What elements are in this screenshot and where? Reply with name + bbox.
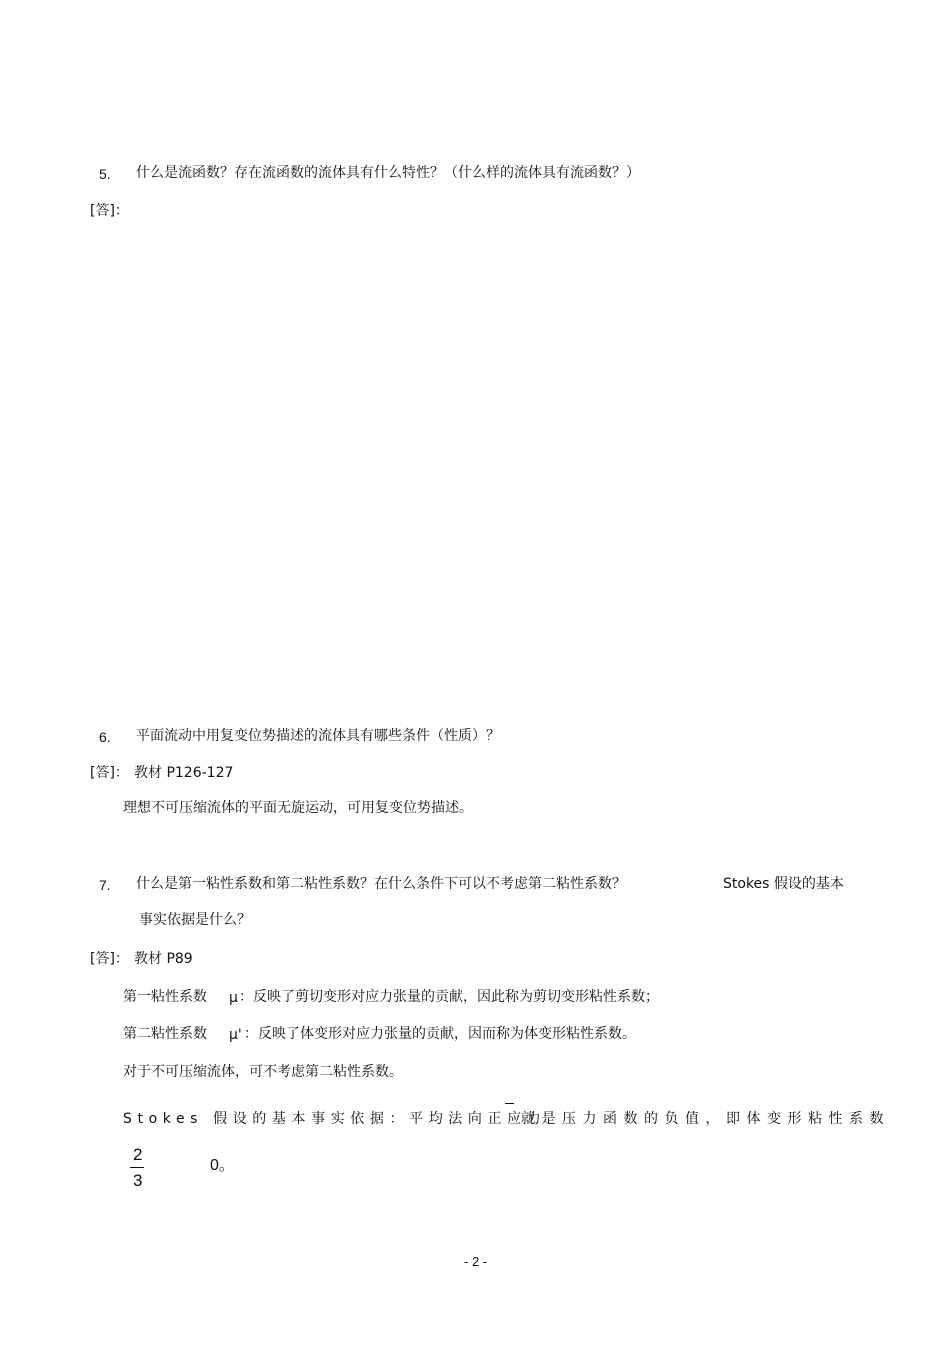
- q7-answer-reference: 教材 P89: [134, 951, 193, 967]
- q5-number: 5.: [99, 166, 111, 182]
- mean-stress-overbar: [505, 1103, 514, 1104]
- q6-answer-reference: 教材 P126-127: [134, 765, 234, 781]
- stokes-basis-text-continued: 就是压力函数的负值，即体变形粘性系数: [521, 1111, 890, 1127]
- q5-question-text: 什么是流函数？存在流函数的流体具有什么特性？（什么样的流体具有流函数？）: [136, 165, 640, 181]
- first-viscosity-symbol: μ: [229, 990, 238, 1006]
- q7-question-stokes: Stokes 假设的基本: [723, 876, 844, 892]
- q5-answer-label: [答]：: [90, 203, 129, 219]
- second-viscosity-symbol: μ': [229, 1027, 242, 1043]
- q6-answer-label: [答]：: [90, 765, 129, 781]
- page-number: - 2 -: [464, 1254, 488, 1269]
- q6-answer-text: 理想不可压缩流体的平面无旋运动，可用复变位势描述。: [123, 800, 473, 816]
- q7-number: 7.: [99, 877, 111, 893]
- first-viscosity-description: ：反映了剪切变形对应力张量的贡献，因此称为剪切变形粘性系数；: [239, 989, 659, 1005]
- q7-question-text: 什么是第一粘性系数和第二粘性系数？在什么条件下可以不考虑第二粘性系数？: [136, 876, 626, 892]
- q6-question-text: 平面流动中用复变位势描述的流体具有哪些条件（性质）？: [136, 728, 500, 744]
- formula-result: 0。: [210, 1157, 235, 1174]
- second-viscosity-description: ：反映了体变形对应力张量的贡献，因而称为体变形粘性系数。: [244, 1026, 636, 1042]
- fraction-numerator: 2: [133, 1145, 143, 1164]
- fraction-denominator: 3: [133, 1171, 143, 1190]
- stokes-basis-text: Stokes 假设的基本事实依据：平均法向正应力: [123, 1111, 547, 1127]
- q7-question-text-line2: 事实依据是什么？: [139, 912, 251, 928]
- incompressible-note: 对于不可压缩流体，可不考虑第二粘性系数。: [123, 1064, 403, 1080]
- first-viscosity-label: 第一粘性系数: [123, 989, 207, 1005]
- q7-answer-label: [答]：: [90, 951, 129, 967]
- q6-number: 6.: [99, 729, 111, 745]
- second-viscosity-label: 第二粘性系数: [123, 1026, 207, 1042]
- fraction-bar: [130, 1167, 144, 1168]
